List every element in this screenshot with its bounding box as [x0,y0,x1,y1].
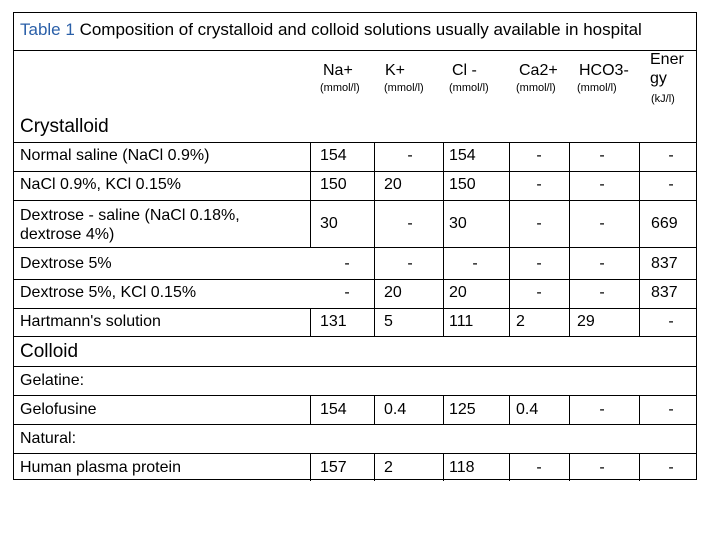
cell-energy: - [668,147,674,164]
cell-hco3: - [599,459,605,476]
cell-energy: - [668,313,674,330]
row-divider [14,424,696,425]
cell-hco3: 29 [577,313,595,330]
cell-na: 157 [320,459,347,476]
cell-ca: - [536,255,542,272]
subsection-gelatine: Gelatine: [20,372,85,389]
cell-ca: 0.4 [516,401,539,418]
cell-cl: - [472,255,478,272]
col-divider [443,453,444,481]
row-divider [14,308,696,309]
cell-hco3: - [599,215,605,232]
table-title-text: Composition of crystalloid and colloid solutions usually available in hospital [79,20,642,39]
col-header-cl: Cl - [452,62,477,79]
col-divider [310,453,311,481]
subsection-natural: Natural: [20,430,77,447]
row-label-dextrose-saline-line2: dextrose 4%) [20,226,115,243]
cell-energy: - [668,401,674,418]
col-divider [443,142,444,336]
cell-k: 5 [384,313,393,330]
row-label-nacl-kcl: NaCl 0.9%, KCl 0.15% [20,176,181,193]
cell-ca: 2 [516,313,525,330]
row-label-human-plasma-protein: Human plasma protein [20,459,181,476]
cell-hco3: - [599,255,605,272]
col-divider [443,395,444,424]
composition-table [13,12,697,480]
table-number: Table 1 [20,20,75,39]
cell-energy: - [668,459,674,476]
cell-cl: 150 [449,176,476,193]
cell-k: - [407,215,413,232]
col-unit-k: (mmol/l) [384,82,424,94]
row-label-dextrose-saline-line1: Dextrose - saline (NaCl 0.18%, [20,207,240,224]
row-label-hartmann: Hartmann's solution [20,313,161,330]
col-divider [509,395,510,424]
cell-hco3: - [599,401,605,418]
cell-cl: 30 [449,215,467,232]
cell-na: - [344,284,350,301]
cell-hco3: - [599,284,605,301]
cell-cl: 111 [449,313,474,330]
col-divider [639,453,640,481]
cell-k: - [407,147,413,164]
col-header-ca: Ca2+ [519,62,558,79]
row-divider [14,453,696,454]
col-divider [374,453,375,481]
cell-k: 20 [384,176,402,193]
row-divider [14,171,696,172]
col-unit-ca: (mmol/l) [516,82,556,94]
row-label-gelofusine: Gelofusine [20,401,97,418]
cell-energy: 837 [651,284,678,301]
row-divider [14,142,696,143]
cell-ca: - [536,284,542,301]
cell-k: - [407,255,413,272]
col-unit-energy: (kJ/l) [651,93,675,105]
cell-na: 150 [320,176,347,193]
row-label-dextrose-5-kcl: Dextrose 5%, KCl 0.15% [20,284,197,301]
col-divider [569,453,570,481]
col-divider [639,142,640,336]
row-divider [14,279,696,280]
col-divider [310,142,311,247]
col-divider [569,142,570,336]
col-header-energy-line1: Ener [650,51,684,68]
row-divider [14,200,696,201]
cell-energy: 669 [651,215,678,232]
cell-k: 0.4 [384,401,407,418]
col-divider [569,395,570,424]
table-title [14,13,696,51]
cell-energy: - [668,176,674,193]
col-divider [509,453,510,481]
row-divider [14,366,696,367]
col-header-energy-line2: gy [650,70,667,87]
col-divider [639,395,640,424]
cell-hco3: - [599,176,605,193]
cell-k: 20 [384,284,402,301]
col-divider [509,142,510,336]
cell-hco3: - [599,147,605,164]
cell-na: 154 [320,401,347,418]
cell-cl: 118 [449,459,475,476]
cell-na: - [344,255,350,272]
cell-na: 131 [320,313,347,330]
cell-na: 154 [320,147,347,164]
col-unit-na: (mmol/l) [320,82,360,94]
col-header-hco3: HCO3- [579,62,629,79]
cell-na: 30 [320,215,338,232]
section-colloid: Colloid [20,341,79,362]
row-divider [14,395,696,396]
cell-ca: - [536,215,542,232]
col-header-k: K+ [385,62,406,79]
cell-energy: 837 [651,255,678,272]
col-unit-cl: (mmol/l) [449,82,489,94]
row-label-normal-saline: Normal saline (NaCl 0.9%) [20,147,210,164]
col-divider [374,395,375,424]
row-label-dextrose-5: Dextrose 5% [20,255,112,272]
col-divider [310,308,311,336]
col-divider [374,142,375,336]
cell-cl: 20 [449,284,467,301]
row-divider [14,247,696,248]
cell-cl: 154 [449,147,476,164]
cell-k: 2 [384,459,393,476]
section-crystalloid: Crystalloid [20,116,109,137]
row-divider [14,336,696,337]
cell-ca: - [536,459,542,476]
col-header-na: Na+ [323,62,353,79]
cell-ca: - [536,147,542,164]
col-unit-hco3: (mmol/l) [577,82,617,94]
col-divider [310,395,311,424]
cell-cl: 125 [449,401,476,418]
cell-ca: - [536,176,542,193]
